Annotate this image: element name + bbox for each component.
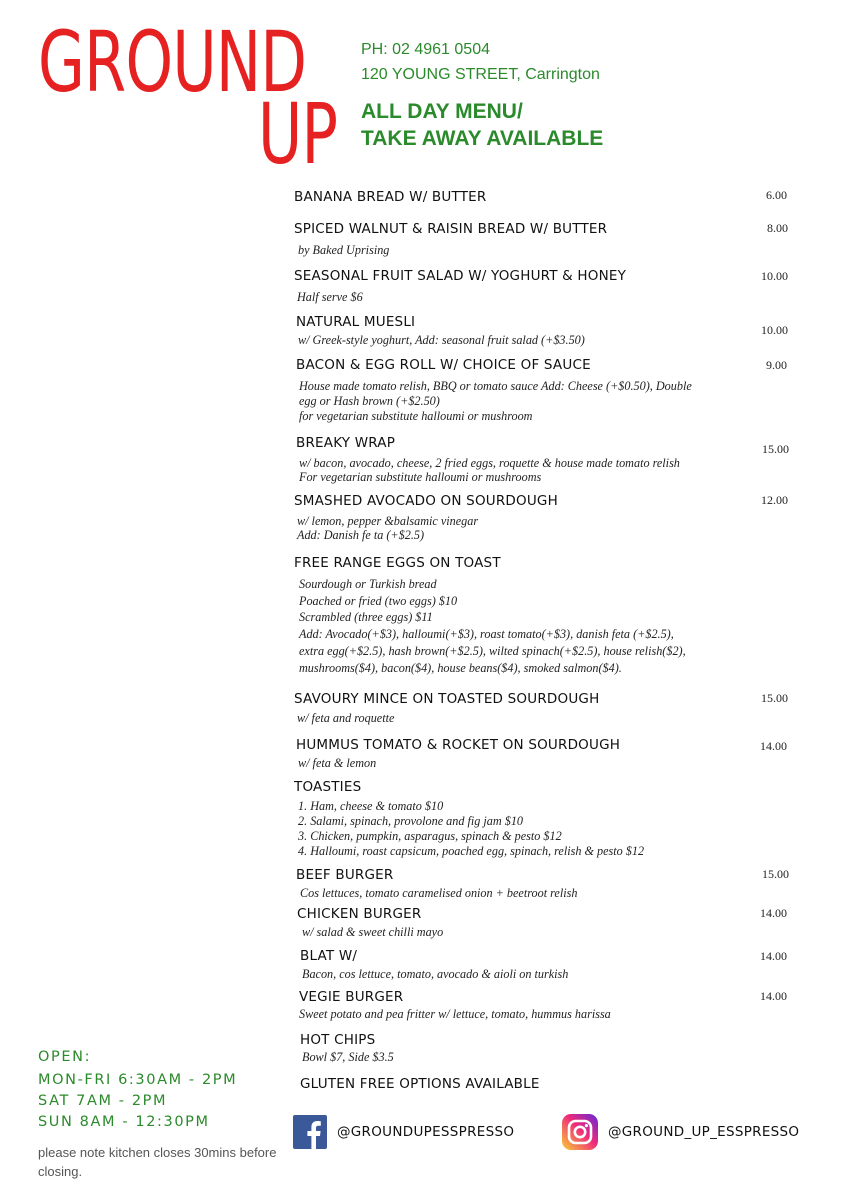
menu-item-desc: w/ bacon, avocado, cheese, 2 fried eggs, roquette & house made tomato relish [299,456,680,470]
gluten-free-note: GLUTEN FREE OPTIONS AVAILABLE [300,1076,540,1092]
facebook-icon [293,1115,327,1149]
phone-number[interactable]: PH: 02 4961 0504 [361,41,490,58]
tagline-all-day-menu: ALL DAY MENU/ [361,100,523,123]
menu-item-desc: w/ Greek-style yoghurt, Add: seasonal fruit salad (+$3.50) [298,333,585,347]
menu-item-price: 14.00 [760,906,787,920]
menu-item-price: 15.00 [762,442,789,456]
menu-item-desc: Half serve $6 [297,290,363,304]
menu-item-desc: Poached or fried (two eggs) $10 [299,594,458,608]
instagram-handle[interactable]: @GROUND_UP_ESSPRESSO [608,1124,800,1140]
menu-item-price: 12.00 [761,493,788,507]
menu-item-desc: Cos lettuces, tomato caramelised onion + beetroot relish [300,886,578,900]
menu-item-desc: 1. Ham, cheese & tomato $10 [298,799,444,813]
tagline-take-away: TAKE AWAY AVAILABLE [361,127,604,150]
menu-item-name: HUMMUS TOMATO & ROCKET ON SOURDOUGH [296,737,621,753]
menu-item-name: CHICKEN BURGER [297,906,422,922]
facebook-link[interactable] [293,1114,514,1150]
menu-item-desc: w/ feta and roquette [297,711,395,725]
menu-item-desc: 3. Chicken, pumpkin, asparagus, spinach & pesto $12 [298,829,562,843]
menu-item-price: 15.00 [761,691,788,705]
menu-item-desc: Bowl $7, Side $3.5 [302,1050,394,1064]
menu-item-price: 8.00 [767,221,788,235]
logo-up: UP [258,85,338,183]
menu-item-price: 14.00 [760,739,787,753]
menu-item-name: TOASTIES [294,779,362,795]
logo-ground: GROUND [38,13,307,111]
menu-item-name: HOT CHIPS [300,1032,376,1048]
menu-item-price: 15.00 [762,867,789,881]
menu-item-name: SAVOURY MINCE ON TOASTED SOURDOUGH [294,691,600,707]
menu-item-name: SPICED WALNUT & RAISIN BREAD W/ BUTTER [294,221,608,237]
hours-weekday: MON-FRI 6:30AM - 2PM [38,1072,238,1088]
menu-item-price: 14.00 [760,989,787,1003]
menu-item-desc: for vegetarian substitute halloumi or mushroom [299,409,533,423]
menu-item-name: NATURAL MUESLI [296,314,416,330]
menu-item-desc: 2. Salami, spinach, provolone and fig jam $10 [298,814,524,828]
street-address: 120 YOUNG STREET, Carrington [361,66,600,83]
menu-item-desc: w/ lemon, pepper &balsamic vinegar [297,514,479,528]
instagram-link[interactable] [562,1114,799,1150]
menu-item-desc: extra egg(+$2.5), hash brown(+$2.5), wilted spinach(+$2.5), house relish($2), [299,644,686,658]
menu-item-name: BLAT W/ [300,948,358,964]
menu-item-desc: 4. Halloumi, roast capsicum, poached egg, spinach, relish & pesto $12 [298,844,645,858]
menu-item-name: SEASONAL FRUIT SALAD W/ YOGHURT & HONEY [294,268,627,284]
menu-item-desc: Sourdough or Turkish bread [299,577,437,591]
menu-item-name: BREAKY WRAP [296,435,396,451]
menu-item-desc: mushrooms($4), bacon($4), house beans($4), smoked salmon($4). [299,661,622,675]
menu-item-name: VEGIE BURGER [299,989,404,1005]
menu-item-name: BACON & EGG ROLL W/ CHOICE OF SAUCE [296,357,591,373]
menu-item-desc: Add: Avocado(+$3), halloumi(+$3), roast tomato(+$3), danish feta (+$2.5), [299,627,674,641]
instagram-icon [562,1114,598,1150]
menu-item-price: 14.00 [760,949,787,963]
menu-item-desc: w/ salad & sweet chilli mayo [302,925,444,939]
menu-item-desc: egg or Hash brown (+$2.50) [299,394,440,408]
menu-item-name: FREE RANGE EGGS ON TOAST [294,555,501,571]
menu-item-desc: For vegetarian substitute halloumi or mushrooms [299,470,542,484]
menu-item-desc: Bacon, cos lettuce, tomato, avocado & aioli on turkish [302,967,569,981]
menu-item-price: 10.00 [761,269,788,283]
hours-saturday: SAT 7AM - 2PM [38,1093,168,1109]
menu-item-name: BANANA BREAD W/ BUTTER [294,189,487,205]
menu-item-desc: Sweet potato and pea fritter w/ lettuce, tomato, hummus harissa [299,1007,611,1021]
hours-sunday: SUN 8AM - 12:30PM [38,1114,210,1130]
menu-item-desc: Add: Danish fe ta (+$2.5) [297,528,425,542]
menu-item-name: SMASHED AVOCADO ON SOURDOUGH [294,493,558,509]
menu-item-desc: Scrambled (three eggs) $11 [299,610,433,624]
facebook-handle[interactable]: @GROUNDUPESSPRESSO [337,1124,515,1140]
kitchen-closing-note: please note kitchen closes 30mins before closing. [38,1145,277,1179]
menu-item-price: 10.00 [761,323,788,337]
menu-item-price: 9.00 [766,358,787,372]
menu-item-price: 6.00 [766,188,787,202]
menu-item-name: BEEF BURGER [296,867,394,883]
menu-item-desc: by Baked Uprising [298,243,390,257]
hours-label: OPEN: [38,1049,92,1065]
menu-item-desc: House made tomato relish, BBQ or tomato sauce Add: Cheese (+$0.50), Double [299,379,692,393]
menu-item-desc: w/ feta & lemon [298,756,377,770]
